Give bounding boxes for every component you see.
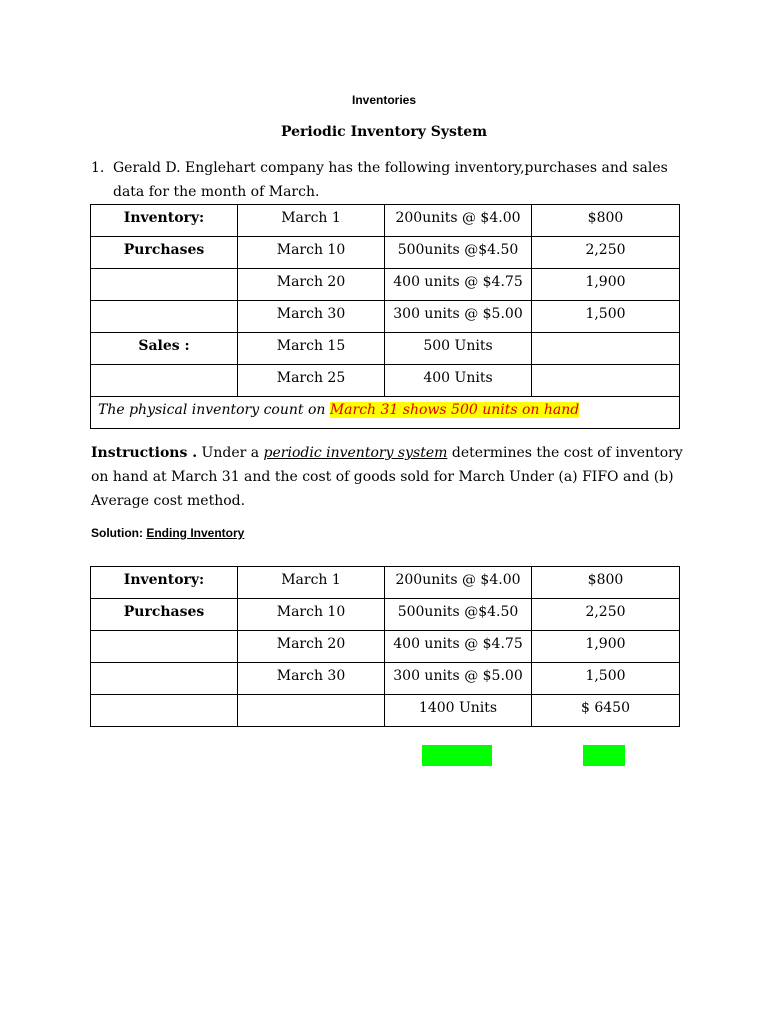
units-cell: 400 units @ $4.75: [385, 269, 532, 301]
physical-count-note: [91, 397, 680, 429]
amount-cell: 1,500: [532, 301, 680, 333]
heading-inventories: Inventories: [351, 93, 417, 107]
row-label: [91, 631, 238, 663]
date-cell: March 1: [238, 567, 385, 599]
note-highlight: March 31 shows 500 units on hand: [329, 402, 580, 418]
date-cell: March 25: [238, 365, 385, 397]
row-label: [91, 695, 238, 727]
row-label: Sales :: [91, 333, 238, 365]
row-label: Purchases: [91, 599, 238, 631]
table-row: [91, 631, 680, 663]
amount-cell: $800: [532, 567, 680, 599]
total-units-cell: 1400 Units: [385, 695, 532, 727]
amount-cell: 1,900: [532, 269, 680, 301]
instructions-emphasis: periodic inventory system: [263, 445, 448, 461]
question-number: 1.: [91, 160, 105, 176]
green-highlight-units: [422, 745, 492, 766]
table-row: [91, 205, 680, 237]
table-row: [91, 599, 680, 631]
amount-cell: 1,900: [532, 631, 680, 663]
units-cell: 200units @ $4.00: [385, 567, 532, 599]
row-label: [91, 301, 238, 333]
units-cell: 400 Units: [385, 365, 532, 397]
row-label: [91, 269, 238, 301]
amount-cell: 1,500: [532, 663, 680, 695]
amount-cell: $800: [532, 205, 680, 237]
table-row: [91, 237, 680, 269]
table-row: [91, 301, 680, 333]
date-cell: March 30: [238, 301, 385, 333]
amount-cell: [532, 333, 680, 365]
date-cell: March 20: [238, 269, 385, 301]
amount-cell: 2,250: [532, 237, 680, 269]
date-cell: March 30: [238, 663, 385, 695]
instructions-text-post: determines the cost of inventory on hand at March 31 and the cost of goods sold for March Under (a) FIFO and (b) Average cost method.: [91, 445, 683, 509]
units-cell: 400 units @ $4.75: [385, 631, 532, 663]
units-cell: 300 units @ $5.00: [385, 663, 532, 695]
table-row: [91, 269, 680, 301]
solution-label: Solution:: [91, 526, 147, 540]
solution-heading: [91, 526, 244, 540]
question-text: Gerald D. Englehart company has the following inventory,purchases and sales data for the month of March.: [113, 160, 668, 200]
table-row: [91, 365, 680, 397]
row-label: [91, 663, 238, 695]
green-highlight-amount: [583, 745, 625, 766]
solution-title: Ending Inventory: [146, 526, 245, 540]
date-cell: [238, 695, 385, 727]
amount-cell: [532, 365, 680, 397]
note-text: The physical inventory count on: [98, 402, 330, 418]
date-cell: March 1: [238, 205, 385, 237]
instructions-label: Instructions .: [91, 445, 198, 461]
date-cell: March 15: [238, 333, 385, 365]
row-label: Purchases: [91, 237, 238, 269]
units-cell: 300 units @ $5.00: [385, 301, 532, 333]
total-amount-cell: $ 6450: [532, 695, 680, 727]
instructions-text-pre: Under a: [197, 445, 264, 461]
page-title: Periodic Inventory System: [280, 124, 488, 140]
instructions-paragraph: [91, 441, 691, 513]
table-row: [91, 567, 680, 599]
row-label: Inventory:: [91, 205, 238, 237]
total-row: [91, 695, 680, 727]
units-cell: 500units @$4.50: [385, 599, 532, 631]
ending-inventory-table: [90, 566, 680, 727]
date-cell: March 20: [238, 631, 385, 663]
date-cell: March 10: [238, 237, 385, 269]
table-row: [91, 333, 680, 365]
units-cell: 500units @$4.50: [385, 237, 532, 269]
date-cell: March 10: [238, 599, 385, 631]
table-row: [91, 663, 680, 695]
table-note-row: [91, 397, 680, 429]
units-cell: 500 Units: [385, 333, 532, 365]
question-1: [91, 156, 691, 204]
units-cell: 200units @ $4.00: [385, 205, 532, 237]
inventory-data-table: [90, 204, 680, 429]
row-label: [91, 365, 238, 397]
row-label: Inventory:: [91, 567, 238, 599]
amount-cell: 2,250: [532, 599, 680, 631]
